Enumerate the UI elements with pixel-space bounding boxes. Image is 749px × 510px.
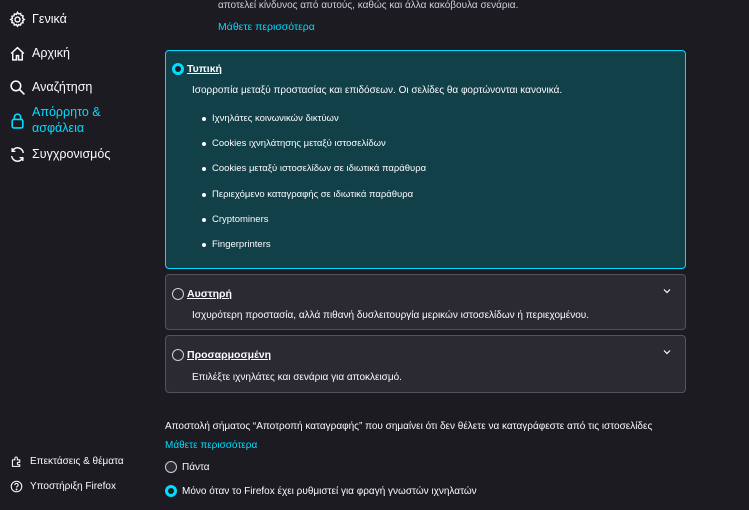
sidebar-item-label: Αρχική [32, 46, 70, 60]
dnt-only-when-radio[interactable] [165, 485, 177, 497]
list-item: Ιχνηλάτες κοινωνικών δικτύων [202, 113, 339, 124]
extensions-themes-label: Επεκτάσεις & θέματα [30, 456, 124, 467]
custom-description: Επιλέξτε ιχνηλάτες και σενάρια για αποκλεισμό. [192, 372, 402, 383]
learn-more-link[interactable]: Μάθετε περισσότερα [218, 21, 315, 33]
custom-protection-card[interactable] [165, 335, 686, 393]
bullet-icon [202, 243, 206, 247]
custom-title: Προσαρμοσμένη [187, 349, 272, 361]
do-not-track-description: Αποστολή σήματος “Αποτροπή καταγραφής” που σημαίνει ότι δεν θέλετε να καταγράφεστε από τις ιστοσελίδες [165, 421, 653, 432]
list-item: Περιεχόμενο καταγραφής σε ιδιωτικά παράθυρα [202, 189, 413, 200]
dnt-option-only-when-blocking[interactable] [165, 485, 477, 497]
strict-title: Αυστηρή [187, 288, 232, 300]
standard-radio[interactable] [172, 63, 184, 75]
standard-description: Ισορροπία μεταξύ προστασίας και επιδόσεων. Οι σελίδες θα φορτώνονται κανονικά. [192, 85, 563, 96]
bullet-icon [202, 142, 206, 146]
strict-description: Ισχυρότερη προστασία, αλλά πιθανή δυσλειτουργία μερικών ιστοσελίδων ή περιεχομένου. [192, 310, 590, 321]
list-item: Fingerprinters [202, 239, 271, 250]
sidebar-item-label: Συγχρονισμός [32, 147, 111, 161]
list-item: Cookies ιχνηλάτησης μεταξύ ιστοσελίδων [202, 138, 386, 149]
custom-radio[interactable] [172, 349, 184, 361]
bullet-icon [202, 117, 206, 121]
sidebar-item-label-line2: ασφάλεια [32, 121, 85, 135]
firefox-support-label: Υποστήριξη Firefox [30, 481, 116, 492]
dnt-always-label: Πάντα [182, 461, 210, 473]
bullet-icon [202, 193, 206, 197]
list-item: Cryptominers [202, 214, 269, 225]
dnt-option-always[interactable] [165, 461, 210, 473]
strict-radio[interactable] [172, 288, 184, 300]
sidebar-item-label-line1: Απόρρητο & [32, 105, 101, 119]
bullet-icon [202, 167, 206, 171]
section-description: αποτελεί κίνδυνος από αυτούς, καθώς και άλλα κακόβουλα σενάρια. [218, 0, 519, 11]
bullet-icon [202, 218, 206, 222]
standard-protection-card[interactable] [165, 50, 686, 269]
standard-title: Τυπική [187, 63, 222, 75]
chevron-down-icon[interactable] [662, 286, 672, 296]
dnt-always-radio[interactable] [165, 461, 177, 473]
list-item: Cookies μεταξύ ιστοσελίδων σε ιδιωτικά παράθυρα [202, 163, 426, 174]
strict-protection-card[interactable] [165, 274, 686, 330]
sidebar-item-label: Γενικά [32, 12, 67, 26]
dnt-learn-more-link[interactable]: Μάθετε περισσότερα [165, 440, 258, 451]
chevron-down-icon[interactable] [662, 347, 672, 357]
sidebar-item-label: Αναζήτηση [32, 80, 93, 94]
dnt-only-when-label: Μόνο όταν το Firefox έχει ρυθμιστεί για φραγή γνωστών ιχνηλατών [182, 485, 477, 497]
